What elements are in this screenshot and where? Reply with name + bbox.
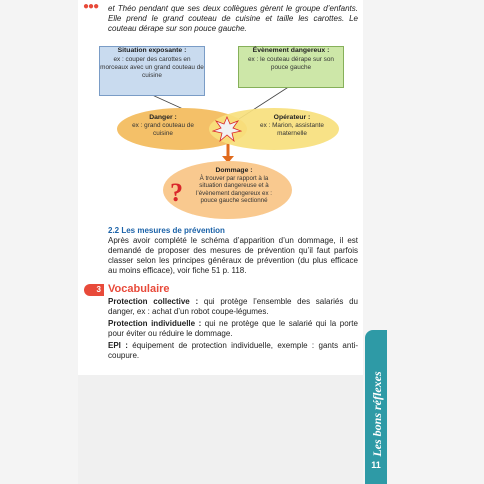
vocab-title: Vocabulaire — [108, 283, 170, 295]
danger-label — [128, 114, 198, 138]
definition-protection-individuelle — [108, 319, 358, 339]
question-mark-icon: ? — [170, 178, 183, 207]
dommage-title: Dommage : — [215, 167, 253, 174]
definition-term: Protection collective : — [108, 297, 199, 306]
page-number: 11 — [371, 460, 381, 470]
definition-epi — [108, 341, 358, 361]
definition-text: qui protège l’ensemble des salariés du danger, ex : achat d’un robot coupe-légumes. — [108, 297, 359, 316]
dots-icon: ●●● — [83, 1, 99, 12]
dommage-text: À trouver par rapport à la situation dangereuse et à l’évènement dangereux ex : pouce gauche sectionné — [195, 174, 273, 204]
definition-text: équipement de protection individuelle, exemple : gants anti-coupure. — [108, 341, 358, 360]
vocab-number-badge: 3 — [84, 284, 104, 296]
definition-text: qui ne protège que le salarié qui la porte pour éviter ou réduire le dommage. — [108, 319, 358, 338]
danger-text: ex : grand couteau de cuisine — [132, 122, 194, 137]
section-2-2-paragraph: Après avoir complété le schéma d’apparition d’un dommage, il est demandé de proposer des mesures de prévention qu’il faut parfois classer selon les principes généraux de prévention (du plus efficace au moins efficace), voir fiche 51 p. 118. — [108, 236, 358, 275]
definition-term: Protection individuelle : — [108, 319, 202, 328]
burst-icon — [212, 116, 242, 142]
side-tab-label: Les bons réflexes — [369, 371, 384, 457]
dommage-label — [189, 167, 279, 205]
danger-title: Danger : — [149, 114, 177, 121]
situation-exposante-box — [99, 46, 205, 96]
situation-text: ex : couper des carottes en morceaux avec un grand couteau de cuisine — [100, 56, 204, 79]
evenement-title: Évènement dangereux : — [252, 47, 330, 54]
evenement-dangereux-box — [238, 46, 344, 88]
operateur-title: Opérateur : — [273, 114, 311, 121]
definition-term: EPI : — [108, 341, 128, 350]
section-2-2-title: 2.2 Les mesures de prévention — [108, 226, 225, 235]
intro-paragraph: et Théo pendant que ses deux collègues gèrent le groupe d’enfants. Elle prend le grand couteau de cuisine et taille les carottes. Le couteau dérape sur son pouce gauche. — [108, 4, 358, 33]
operateur-label — [252, 114, 332, 138]
definition-protection-collective — [108, 297, 358, 317]
evenement-text: ex : le couteau dérape sur son pouce gauche — [248, 56, 334, 71]
situation-title: Situation exposante : — [117, 47, 187, 54]
operateur-text: ex : Marion, assistante maternelle — [260, 122, 324, 137]
